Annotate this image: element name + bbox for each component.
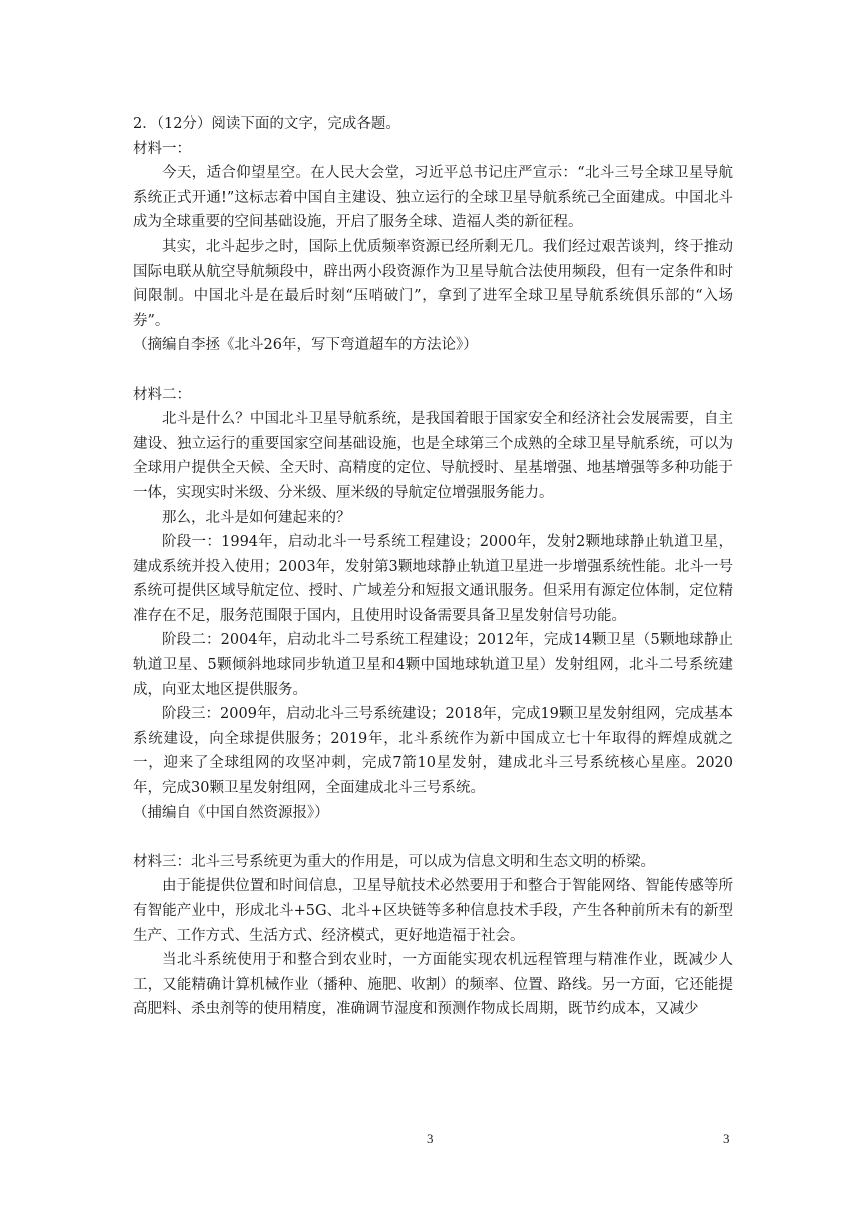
material3-title: 材料三：北斗三号系统更为重大的作用是，可以成为信息文明和生态文明的桥梁。 (133, 853, 655, 870)
material1-source: （摘编自李拯《北斗26年，写下弯道超车的方法论》） (133, 337, 478, 354)
material2-paragraph: 阶段二：2004年，启动北斗二号系统工程建设；2012年，完成14颗卫星（5颗地球静止轨道卫星、5颗倾斜地球同步轨道卫星和4颗中国地球轨道卫星）发射组网，北斗二号系统建成，向亚太地区提供服务。 (133, 632, 733, 698)
material2-paragraph: 那么，北斗是如何建起来的？ (162, 509, 351, 526)
material2-paragraph: 北斗是什么？中国北斗卫星导航系统，是我国着眼于国家安全和经济社会发展需要，自主建设、独立运行的重要国家空间基础设施，也是全球第三个成熟的全球卫星导航系统，可以为全球用户提供全天候、全天时、高精度的定位、导航授时、星基增强、地基增强等多种功能于一体，实现实时米级、分米级、厘米级的导航定位增强服务能力。 (133, 411, 733, 501)
material2-title: 材料二： (133, 386, 191, 403)
material1-paragraph: 今天，适合仰望星空。在人民大会堂，习近平总书记庄严宣示：“北斗三号全球卫星导航系统正式开通!”这标志着中国自主建设、独立运行的全球卫星导航系统己全面建成。中国北斗成为全球重要的空间基础设施，开启了服务全球、造福人类的新征程。 (133, 165, 733, 231)
material2-paragraph: 阶段一：1994年，启动北斗一号系统工程建设；2000年，发射2颗地球静止轨道卫星，建成系统并投入使用；2003年，发射第3颗地球静止轨道卫星进一步增强系统性能。北斗一号系统可提供区域导航定位、授时、广域差分和短报文通讯服务。但采用有源定位体制，定位精准存在不足，服务范围限于国内，且使用时设备需要具备卫星发射信号功能。 (133, 534, 733, 624)
material1-paragraph: 其实，北斗起步之时，国际上优质频率资源已经所剩无几。我们经过艰苦谈判，终于推动国际电联从航空导航频段中，辟出两小段资源作为卫星导航合法使用频段，但有一定条件和时间限制。中国北斗是在最后时刻“压哨破门”，拿到了进军全球卫星导航系统俱乐部的“入场券”。 (133, 238, 733, 329)
page-number-right: 3 (723, 1131, 730, 1146)
material2-source: （捕编自《中国自然资源报》） (133, 804, 329, 821)
material3-paragraph: 当北斗系统使用于和整合到农业时，一方面能实现农机远程管理与精准作业，既减少人工，又能精确计算机械作业（播种、施肥、收割）的频率、位置、路线。另一方面，它还能提高肥料、杀虫剂等的使用精度，准确调节湿度和预测作物成长周期，既节约成本，又减少 (133, 952, 733, 1018)
material3-paragraph: 由于能提供位置和时间信息，卫星导航技术必然要用于和整合于智能网络、智能传感等所有智能产业中，形成北斗+5G、北斗+区块链等多种信息技术手段，产生各种前所未有的新型生产、工作方式、生活方式、经济模式，更好地造福于社会。 (133, 878, 733, 944)
spacer (133, 358, 733, 383)
page-number-center: 3 (427, 1131, 434, 1146)
material2-paragraph: 阶段三：2009年，启动北斗三号系统建设；2018年，完成19颗卫星发射组网，完成基本系统建设，向全球提供服务；2019年，北斗系统作为新中国成立七十年取得的辉煌成就之一，迎来了全球组网的攻坚冲刺，完成7箭10星发射，建成北斗三号系统核心星座。2020年，完成30颗卫星发射组网，全面建成北斗三号系统。 (133, 706, 733, 797)
material1-title: 材料一： (133, 140, 191, 157)
spacer (133, 825, 733, 850)
question-body (133, 112, 733, 1022)
question-header: 2．（12分）阅读下面的文字，完成各题。 (133, 116, 400, 132)
